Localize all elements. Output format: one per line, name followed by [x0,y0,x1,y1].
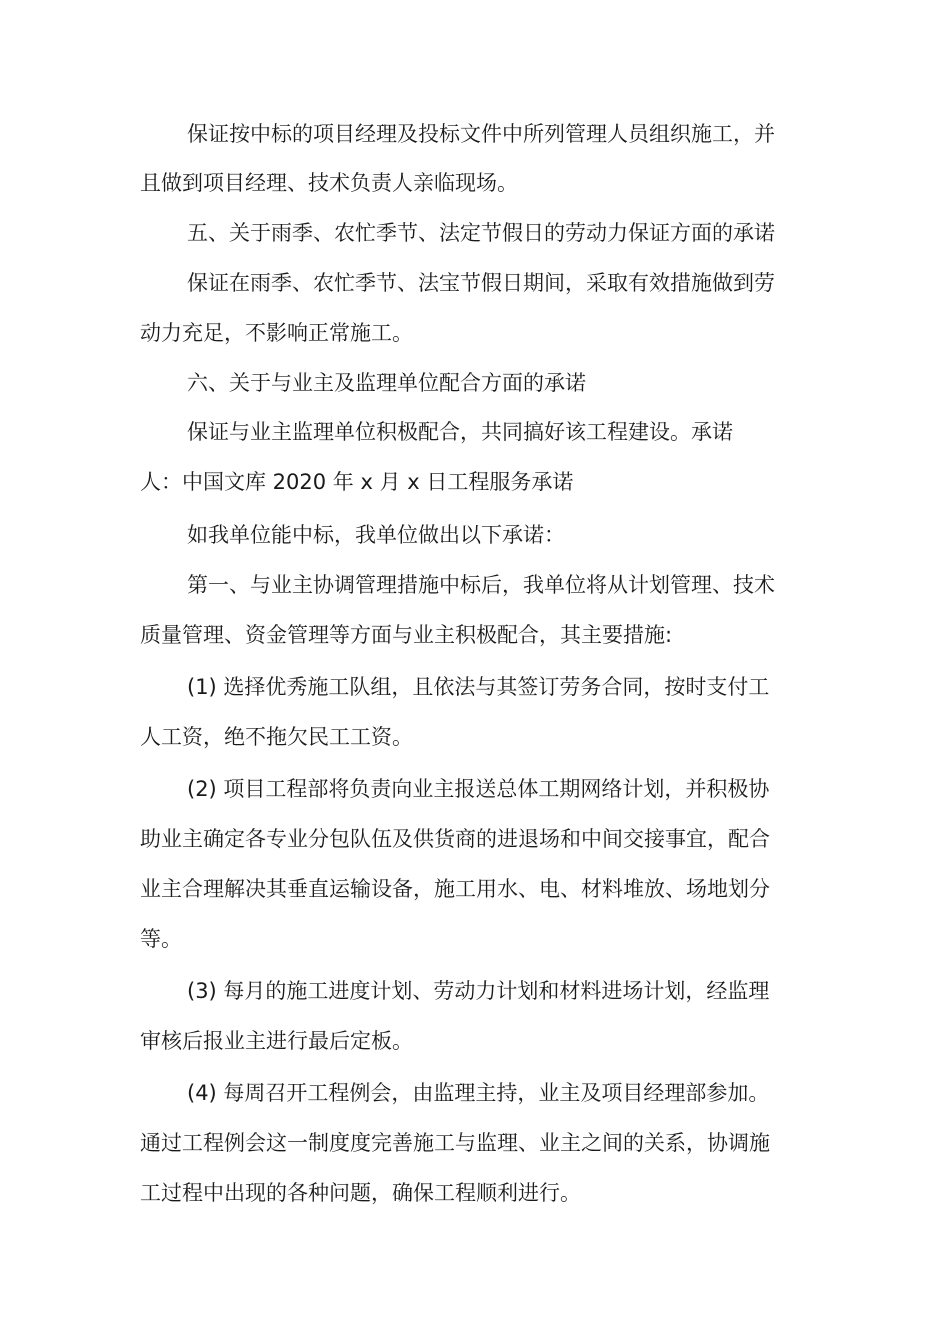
text-line: 业主合理解决其垂直运输设备，施工用水、电、材料堆放、场地划分 [140,877,770,901]
list-item-4: (4) 每周召开工程例会，由监理主持，业主及项目经理部参加。 [187,1081,770,1105]
text-line: 人：中国文库 2020 年 x 月 x 日工程服务承诺 [140,470,574,494]
list-item-3: (3) 每月的施工进度计划、劳动力计划和材料进场计划，经监理 [187,979,770,1003]
section-heading: 五、关于雨季、农忙季节、法定节假日的劳动力保证方面的承诺 [187,221,775,245]
list-item-1: (1) 选择优秀施工队组，且依法与其签订劳务合同，按时支付工 [187,675,770,699]
text-line: 审核后报业主进行最后定板。 [140,1029,413,1053]
text-line: 助业主确定各专业分包队伍及供货商的进退场和中间交接事宜，配合 [140,827,770,851]
section-heading: 六、关于与业主及监理单位配合方面的承诺 [187,371,586,395]
text-line: 通过工程例会这一制度度完善施工与监理、业主之间的关系，协调施 [140,1131,770,1155]
text-line: 且做到项目经理、技术负责人亲临现场。 [140,171,518,195]
text-line: 保证在雨季、农忙季节、法宝节假日期间，采取有效措施做到劳 [187,271,775,295]
list-item-2: (2) 项目工程部将负责向业主报送总体工期网络计划，并积极协 [187,777,770,801]
text-line: 质量管理、资金管理等方面与业主积极配合，其主要措施: [140,623,673,647]
text-line: 保证按中标的项目经理及投标文件中所列管理人员组织施工，并 [187,122,775,146]
text-line: 工过程中出现的各种问题，确保工程顺利进行。 [140,1181,581,1205]
text-line: 动力充足，不影响正常施工。 [140,321,413,345]
text-line: 第一、与业主协调管理措施中标后，我单位将从计划管理、技术 [187,573,775,597]
text-line: 如我单位能中标，我单位做出以下承诺： [187,523,565,547]
text-line: 人工资，绝不拖欠民工工资。 [140,725,413,749]
text-line: 保证与业主监理单位积极配合，共同搞好该工程建设。承诺 [187,420,733,444]
text-line: 等。 [140,927,182,951]
